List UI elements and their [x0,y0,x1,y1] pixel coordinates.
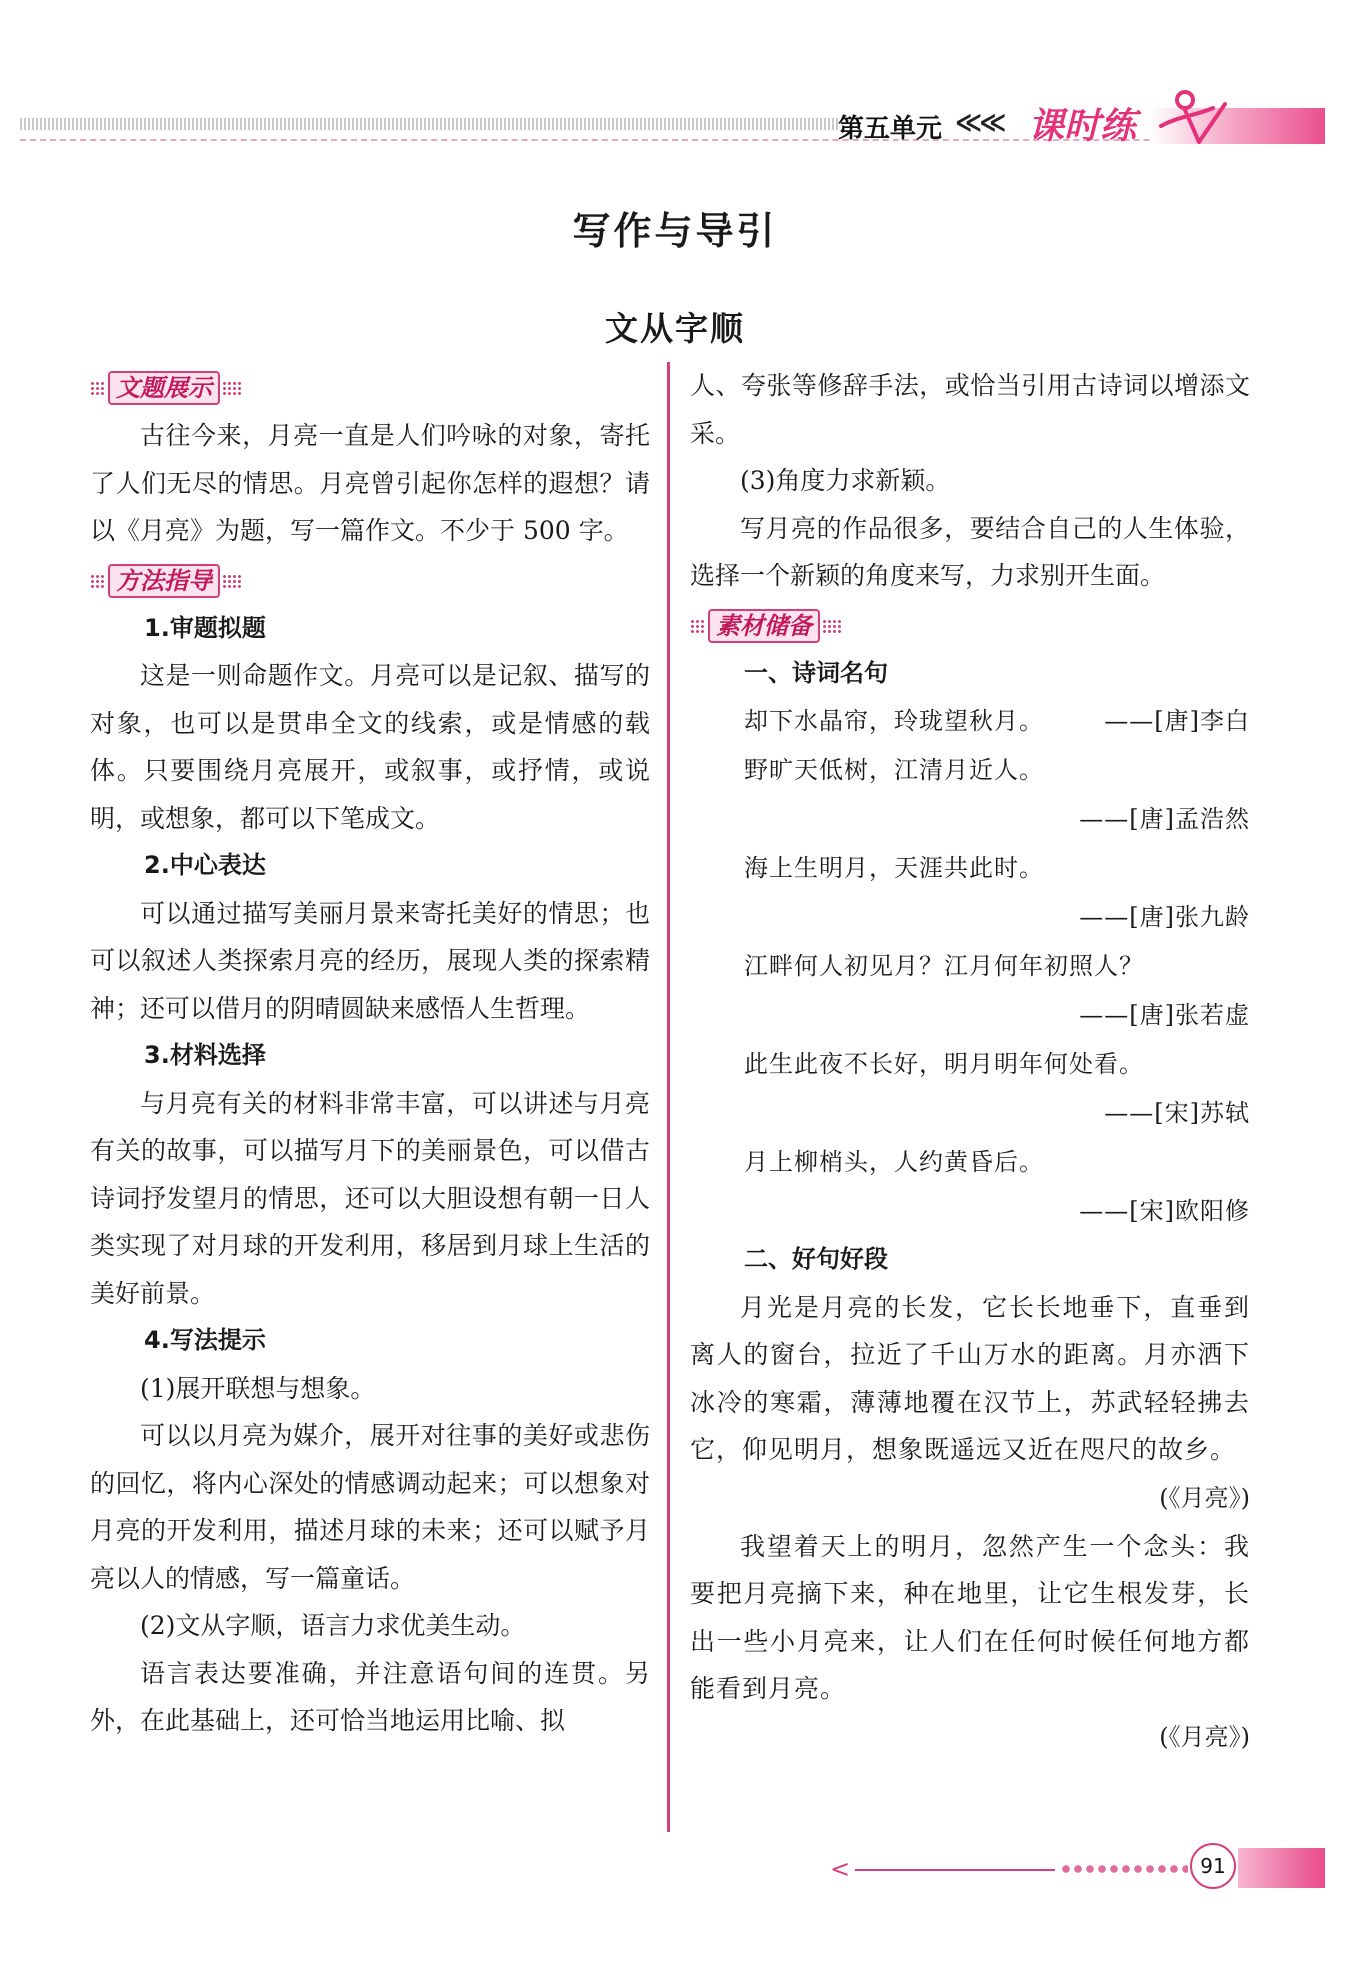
section-heading: 1.审题拟题 [144,613,266,642]
footer-pink-bar [1238,1848,1325,1888]
footer-dots [1060,1863,1188,1875]
badge-method [90,561,650,601]
unit-label: 第五单元 [838,114,943,144]
column-divider [667,362,670,1832]
header-stripe [20,118,840,130]
poem-author: ——[宋]欧阳修 [1079,1197,1250,1225]
paragraph: 可以通过描写美丽月景来寄托美好的情思；也可以叙述人类探索月亮的经历，展现人类的探索精神；还可以借月的阴晴圆缺来感悟人生哲理。 [90,898,650,1023]
poem-author: ——[唐]孟浩然 [1079,805,1250,833]
dots-decoration [222,381,242,395]
arrow-left-icon: < [830,1855,851,1883]
section-heading: 一、诗词名句 [744,658,888,687]
badge-label: 文题展示 [108,371,220,405]
poem-author: ——[唐]张若虚 [1079,1001,1250,1029]
poem-text: 海上生明月，天涯共此时。 [744,854,1044,882]
double-chevron-icon: ≪≪ [955,108,1004,138]
excerpt-paragraph: 我望着天上的明月，忽然产生一个念头：我要把月亮摘下来，种在地里，让它生根发芽，长出一些小月亮来，让人们在任何时候任何地方都能看到月亮。 [690,1531,1250,1703]
excerpt-source: (《月亮》) [1159,1722,1250,1751]
poem-text: 野旷天低树，江清月近人。 [744,756,1044,784]
sub-heading: (3)角度力求新颖。 [740,466,951,495]
poem-text: 此生此夜不长好，明月明年何处看。 [744,1050,1144,1078]
section-subtitle: 文从字顺 [605,309,745,348]
dots-decoration [90,574,106,588]
dots-decoration [90,381,106,395]
left-column [90,362,650,1745]
badge-materials [690,606,1250,646]
section-heading: 3.材料选择 [144,1041,266,1069]
excerpt-paragraph: 月光是月亮的长发，它长长地垂下，直垂到离人的窗台，拉近了千山万水的距离。月亦洒下冰冷的寒霜，薄薄地覆在汉节上，苏武轻轻拂去它，仰见明月，想象既遥远又近在咫尺的故乡。 [690,1292,1250,1464]
badge-topic [90,368,650,408]
poem-text: 月上柳梢头，人约黄昏后。 [744,1148,1044,1176]
sub-heading: (2)文从字顺，语言力求优美生动。 [140,1611,526,1640]
sub-heading: (1)展开联想与想象。 [140,1373,376,1403]
page-title: 写作与导引 [572,209,778,253]
badge-label: 方法指导 [108,564,220,598]
poem-author: ——[唐]张九龄 [1079,903,1250,931]
section-heading: 2.中心表达 [144,851,266,879]
poem-text: 江畔何人初见月？江月何年初照人？ [744,952,1144,980]
paragraph: 写月亮的作品很多，要结合自己的人生体验，选择一个新颖的角度来写，力求别开生面。 [690,513,1250,590]
poem-line [690,697,1250,746]
poem-author: ——[宋]苏轼 [1104,1099,1250,1127]
poem-text: 却下水晶帘，玲珑望秋月。 [744,707,1044,735]
paragraph: 与月亮有关的材料非常丰富，可以讲述与月亮有关的故事，可以描写月下的美丽景色，可以借古诗词抒发望月的情思，还可以大胆设想有朝一日人类实现了对月球的开发利用，移居到月球上生活的美好前景。 [90,1088,650,1308]
badge-label: 素材储备 [708,609,820,643]
page-number: 91 [1190,1843,1236,1889]
section-heading: 二、好句好段 [744,1245,888,1273]
paragraph: 这是一则命题作文。月亮可以是记叙、描写的对象，也可以是贯串全文的线索，或是情感的载体。只要围绕月亮展开，或叙事，或抒情，或说明，或想象，都可以下笔成文。 [90,661,650,833]
prompt-text: 古往今来，月亮一直是人们吟咏的对象，寄托了人们无尽的情思。月亮曾引起你怎样的遐想？请以《月亮》为题，写一篇作文。不少于 500 字。 [90,421,650,545]
dots-decoration [222,574,242,588]
brand-label: 课时练 [1028,106,1137,147]
dots-decoration [822,619,842,633]
excerpt-source: (《月亮》) [1159,1483,1250,1512]
paragraph: 可以以月亮为媒介，展开对往事的美好或悲伤的回忆，将内心深处的情感调动起来；可以想象对月亮的开发利用，描述月球的未来；还可以赋予月亮以人的情感，写一篇童话。 [90,1421,650,1593]
poem-author: ——[唐]李白 [1104,707,1250,735]
paragraph-continued: 人、夸张等修辞手法，或恰当引用古诗词以增添文采。 [690,371,1250,448]
paragraph: 语言表达要准确，并注意语句间的连贯。另外，在此基础上，还可恰当地运用比喻、拟 [90,1658,650,1735]
section-heading: 4.写法提示 [144,1326,266,1354]
running-figure-logo-icon [1155,86,1235,150]
dots-decoration [690,619,706,633]
right-column [690,362,1250,1762]
footer-line [855,1869,1055,1871]
